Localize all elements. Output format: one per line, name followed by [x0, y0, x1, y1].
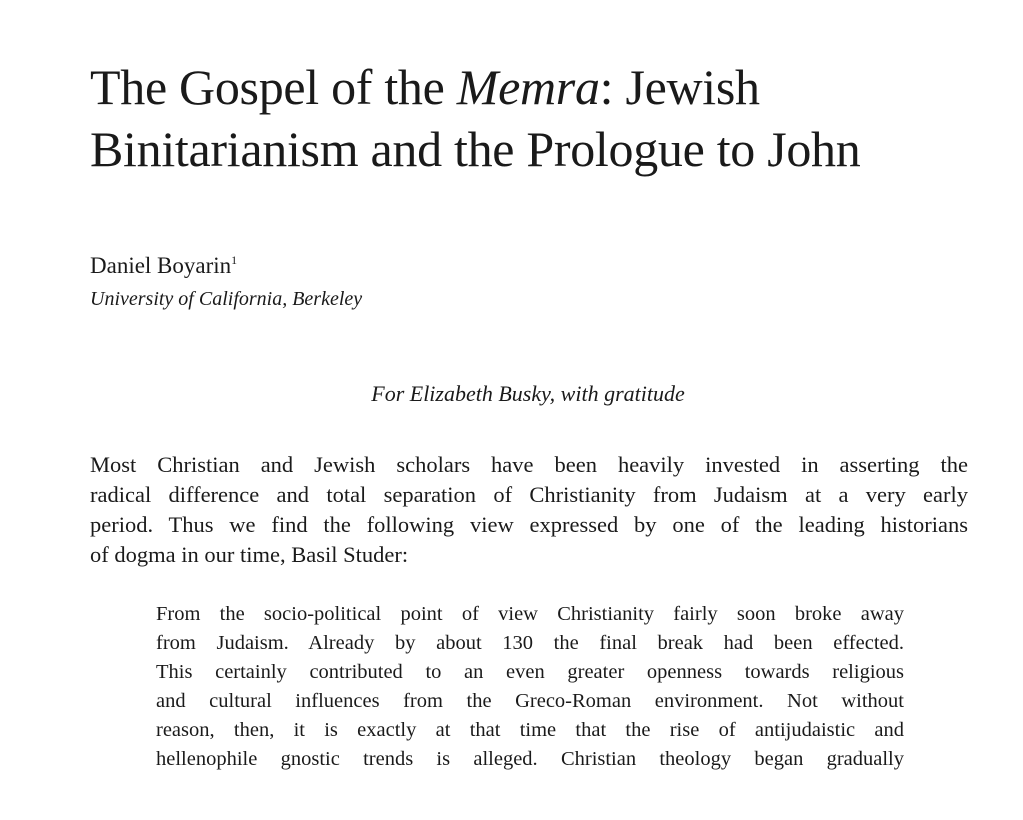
article-title	[90, 56, 990, 180]
quote-line: This certainly contributed to an even greater openness towards religious	[156, 661, 904, 683]
paragraph-line: Most Christian and Jewish scholars have been heavily invested in asserting the	[90, 452, 968, 477]
quote-line: hellenophile gnostic trends is alleged. Christian theology began gradually	[156, 748, 904, 770]
title-line-1	[90, 56, 990, 118]
author-name-text: Daniel Boyarin	[90, 253, 232, 278]
author-affiliation: University of California, Berkeley	[90, 288, 363, 310]
title-prefix: The Gospel of the	[90, 59, 457, 115]
title-italic-term: Memra	[456, 59, 600, 115]
quote-line: From the socio-political point of view Christianity fairly soon broke away	[156, 603, 904, 625]
block-quote	[156, 600, 904, 774]
paragraph-line: of dogma in our time, Basil Studer:	[90, 542, 409, 567]
author-footnote-mark[interactable]: 1	[231, 253, 238, 267]
body-paragraph	[90, 450, 968, 570]
dedication: For Elizabeth Busky, with gratitude	[371, 381, 685, 406]
author-name	[90, 252, 237, 280]
quote-line: reason, then, it is exactly at that time that the rise of antijudaistic and	[156, 719, 904, 741]
paragraph-line: period. Thus we find the following view expressed by one of the leading historians	[90, 512, 968, 537]
quote-line: from Judaism. Already by about 130 the final break had been effected.	[156, 632, 904, 654]
quote-line: and cultural influences from the Greco-Roman environment. Not without	[156, 690, 904, 712]
title-suffix: : Jewish	[599, 59, 760, 115]
title-line-2: Binitarianism and the Prologue to John	[90, 121, 861, 177]
paragraph-line: radical difference and total separation of Christianity from Judaism at a very early	[90, 482, 968, 507]
